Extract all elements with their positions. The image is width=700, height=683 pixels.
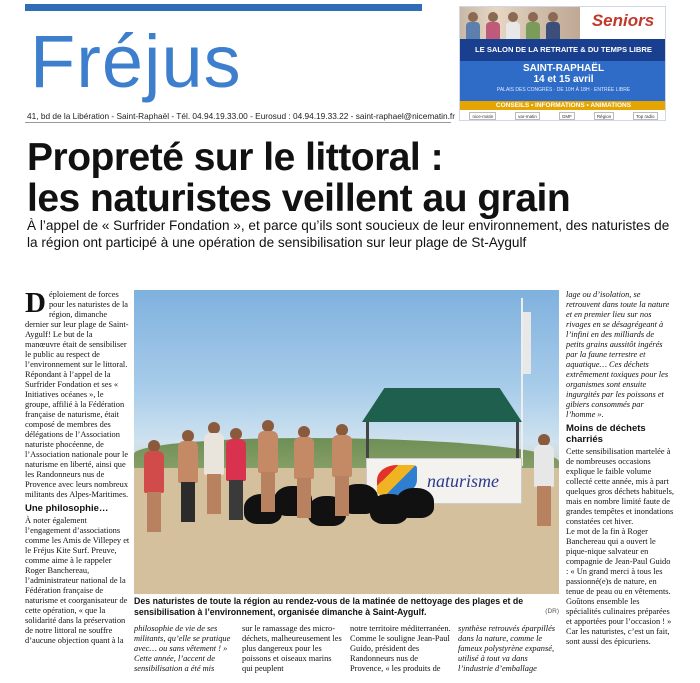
ad-person-torso	[526, 22, 540, 39]
masthead-top-bar	[25, 4, 422, 11]
drop-cap: D	[25, 290, 46, 319]
person-legs	[147, 492, 161, 532]
headline-line-2: les naturistes veillent au grain	[27, 177, 571, 220]
person-body	[332, 435, 352, 477]
photo-tent-roof	[362, 388, 522, 422]
photo-caption	[134, 596, 559, 617]
advertisement	[459, 6, 666, 121]
masthead-contact-line: 41, bd de la Libération - Saint-Raphaël - Tél. 04.94.19.33.00 - Eurosud : 04.94.19.33.22 - saint-raphael@nicematin.fr	[27, 111, 455, 121]
ad-person-head	[548, 12, 558, 22]
article-column-1	[25, 290, 130, 683]
article-column-right	[566, 290, 674, 683]
ad-person-head	[488, 12, 498, 22]
photo-person	[332, 424, 352, 516]
person-legs	[181, 482, 195, 522]
paragraph-text: éploiement de forces pour les naturistes de la région, dimanche dernier sur leur plage de Saint-Aygulf! Le but de la manœuvre était de sensibiliser le public au respect de l’environnement sur le littoral.	[25, 290, 129, 369]
article-column-5: synthèse retrouvés éparpillés dans la nature, comme le fameux polystyrène expansé, utilisé à tout va dans l’industrie d’emballage	[458, 624, 556, 673]
caption-text: Des naturistes de toute la région au rendez-vous de la matinée de nettoyage des plages et de sensibilisation à l’environnement, organisée dimanche à Saint-Aygulf.	[134, 596, 524, 617]
article-photo	[134, 290, 559, 594]
ad-sponsor-logos	[460, 110, 666, 121]
article-headline	[27, 137, 687, 219]
person-body	[178, 441, 198, 483]
person-body	[226, 439, 246, 481]
ad-venue: PALAIS DES CONGRÈS · DE 10H À 18H · ENTRÉE LIBRE	[460, 87, 666, 101]
photo-person	[534, 434, 554, 526]
person-legs	[297, 478, 311, 518]
ad-person-torso	[546, 22, 560, 39]
ad-dates: 14 et 15 avril	[533, 74, 594, 85]
ad-sponsor: GMF	[559, 112, 575, 120]
person-legs	[261, 472, 275, 512]
photo-person	[294, 426, 314, 518]
ad-city: SAINT-RAPHAËL	[522, 63, 605, 74]
article-lede: À l’appel de « Surfrider Fondation », et parce qu’ils sont soucieux de leur environnement, des naturistes de la région ont participé à une opération de sensibilisation sur leur plage de St-Aygulf	[27, 218, 670, 250]
photo-flag	[523, 312, 531, 374]
ad-tagline: LE SALON DE LA RETRAITE & DU TEMPS LIBRE	[460, 39, 666, 61]
article-column-4: notre territoire méditerranéen. Comme le souligne Jean-Paul Guido, président des Randonneurs nus de Provence, « les produits de	[350, 624, 451, 673]
person-body	[204, 433, 224, 475]
ad-strip: CONSEILS • INFORMATIONS • ANIMATIONS	[460, 101, 666, 110]
person-legs	[335, 476, 349, 516]
ad-person-torso	[466, 22, 480, 39]
ad-sponsor: nice-matin	[469, 112, 496, 120]
masthead-title: Fréjus	[30, 20, 242, 103]
person-body	[258, 431, 278, 473]
trash-bag	[396, 488, 434, 518]
photo-person	[226, 428, 246, 520]
person-legs	[229, 480, 243, 520]
paragraph: lage ou d’isolation, se retrouvent dans toute la nature et en premier lieu sur nos rivages en se désagrégeant à l’infini en des milliards de petits grains aussitôt ingérés par la faune terrestre et aquatique… Ces déchets extrêmement toxiques pour les organismes sont ensuite ingurgités par les poissons et gibiers consommés par l’homme ».	[566, 290, 670, 419]
article-column-3: sur le ramassage des micro-déchets, malheureusement les plus dangereux pour les poissons et oiseaux marins qui peuplent	[242, 624, 342, 673]
photo-person	[144, 440, 164, 532]
photo-person	[204, 422, 224, 514]
article-column-2: philosophie de vie de ses militants, qu’elle se pratique avec… ou sans vêtement ! » Cette année, l’accent de sensibilisation a été mis	[134, 624, 231, 673]
masthead-rule	[25, 122, 451, 123]
person-legs	[207, 474, 221, 514]
person-body	[534, 445, 554, 487]
ad-city-block	[460, 61, 666, 87]
paragraph	[25, 290, 130, 370]
person-body	[294, 437, 314, 479]
photo-credit: (DR)	[545, 608, 559, 615]
photo-person	[258, 420, 278, 512]
paragraph: À noter également l’engagement d’associations comme les Amis de Villepey et le Fréjus Kite Surf. Preuve, comme aime à le rappeler Roger Banchereau, l’administrateur national de la Fédération française de naturisme et coorganisateur de cette opération, « que la solidarité dans la préservation de notre littoral ne souffre d’aucune objection quant à la	[25, 516, 130, 645]
ad-sponsor: var-matin	[515, 112, 540, 120]
ad-person-torso	[506, 22, 520, 39]
paragraph: Répondant à l’appel de la Surfrider Fondation et ses « Initiatives océanes », le groupe, affilié à la Fédération française de naturisme, était composé de membres des délégations de l’Association naturiste phocéenne, de l’Association nationale pour le naturisme en liberté, ainsi que les Randonneurs nus de Provence avec leurs nombreux militants des Alpes-Maritimes.	[25, 370, 129, 499]
banner-word: naturisme	[427, 471, 499, 491]
headline-line-1: Propreté sur le littoral :	[27, 136, 444, 179]
ad-sponsor: Top radio	[633, 112, 658, 120]
ad-person-head	[528, 12, 538, 22]
paragraph: Car les naturistes, c’est un fait, sont aussi des épicuriens.	[566, 627, 670, 646]
ad-photo	[460, 7, 580, 39]
ad-person-head	[468, 12, 478, 22]
photo-person	[178, 430, 198, 522]
subhead: Une philosophie…	[25, 503, 109, 514]
ad-sponsor: Région	[594, 112, 614, 120]
person-legs	[537, 486, 551, 526]
person-body	[144, 451, 164, 493]
paragraph: Cette sensibilisation martelée à de nombreuses occasions explique le faible volume collecté cette année, mis à part quelques gros déchets habituels, mais en nombre limité faute de grandes tempêtes et inondations constatées cet hiver.	[566, 447, 674, 526]
ad-person-torso	[486, 22, 500, 39]
paragraph: Le mot de la fin à Roger Banchereau qui a ouvert le pique-nique salvateur en compagnie de Jean-Paul Guido : « Un grand merci à tous les passionné(e)s de nature, en tenue de peau ou en vêtements. Goûtons ensemble les spécialités culinaires préparées et apportées pour l’occasion ! »	[566, 527, 672, 626]
ad-brand-logo: Seniors	[591, 11, 655, 30]
subhead: Moins de déchets charriés	[566, 423, 646, 445]
ad-person-head	[508, 12, 518, 22]
